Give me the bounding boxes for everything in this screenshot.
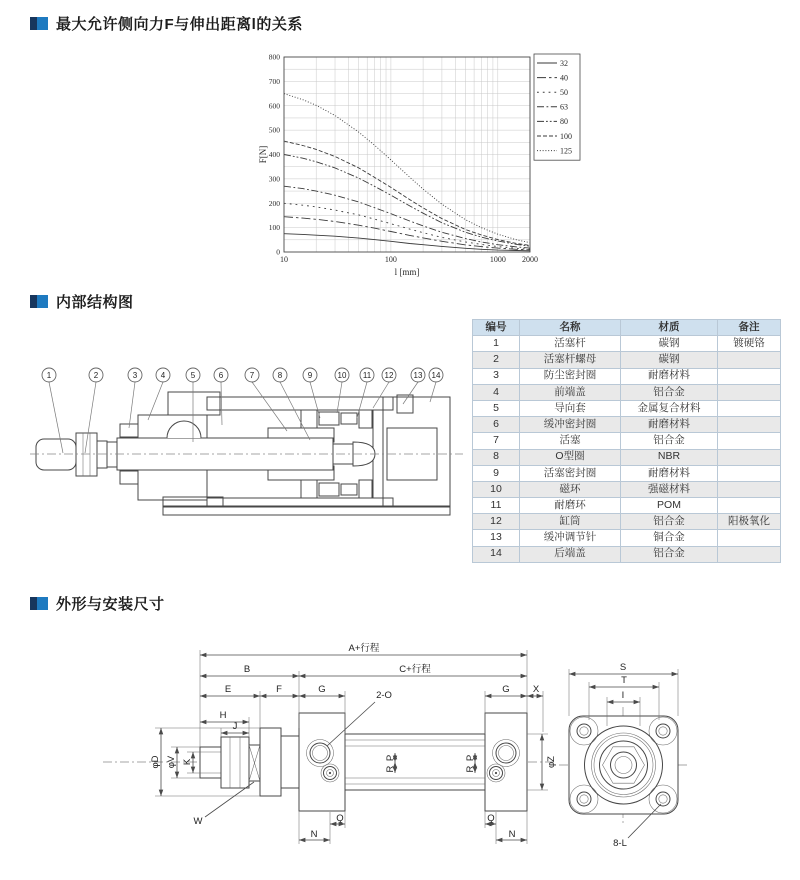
callout-leader-4	[148, 382, 163, 420]
section1-title: 最大允许侧向力F与伸出距离l的关系	[56, 16, 303, 33]
callout-number-12: 12	[384, 370, 394, 380]
legend-label-63: 63	[560, 102, 568, 112]
dim-j: J	[232, 721, 238, 732]
callout-leader-11	[357, 382, 367, 418]
table-row: 11 耐磨环 POM	[473, 498, 781, 514]
callout-number-7: 7	[249, 370, 255, 380]
guide-dome	[167, 421, 201, 438]
parts-table-header-row	[473, 320, 781, 336]
section3-title: 外形与安装尺寸	[56, 596, 165, 613]
dimension-drawing	[95, 624, 707, 874]
rod-end-cap	[36, 439, 76, 470]
table-row: 1 活塞杆 碳钢 镀硬铬	[473, 336, 781, 352]
callout-number-2: 2	[93, 370, 99, 380]
o-ring-top	[359, 410, 372, 428]
legend-label-125: 125	[560, 146, 572, 156]
callout-number-9: 9	[307, 370, 313, 380]
callout-leader-7	[252, 382, 287, 431]
table-row: 9 活塞密封圈 耐磨材料	[473, 465, 781, 481]
magnet-ring-bottom	[319, 483, 339, 496]
legend-label-50: 50	[560, 88, 568, 97]
magnet-ring-top	[319, 412, 339, 425]
section-marker-icon	[30, 295, 48, 308]
col-header-no: 编号	[473, 320, 520, 336]
section2-header	[30, 291, 134, 312]
o-ring-bottom	[359, 480, 372, 498]
parts-table	[472, 319, 781, 563]
dim-e: E	[224, 684, 232, 695]
callout-number-6: 6	[218, 370, 224, 380]
col-header-material: 材质	[621, 320, 718, 336]
washer	[97, 441, 107, 468]
dim-n-right: N	[508, 829, 516, 840]
callout-number-14: 14	[431, 370, 441, 380]
cylinder-cross-section	[30, 392, 463, 515]
wear-ring-bottom	[341, 484, 357, 495]
svg-text:700: 700	[268, 76, 280, 86]
callout-leader-1	[49, 382, 63, 453]
chart-grid	[284, 57, 530, 252]
dim-p-right: P	[465, 754, 476, 762]
legend-label-32: 32	[560, 58, 568, 68]
dim-q-right: Q	[487, 813, 495, 824]
section1-header	[30, 13, 303, 34]
dim-k: K	[182, 758, 193, 766]
callout-number-3: 3	[132, 370, 138, 380]
svg-text:600: 600	[268, 101, 280, 111]
cylinder-main-view	[299, 713, 527, 811]
table-row: 3 防尘密封圈 耐磨材料	[473, 368, 781, 384]
dim-x: X	[532, 684, 540, 695]
dim-n-left: N	[310, 829, 318, 840]
dim-g-left: G	[318, 684, 326, 695]
callout-number-8: 8	[277, 370, 283, 380]
dim-phi-z: φZ	[546, 756, 557, 768]
callout-number-1: 1	[46, 370, 52, 380]
col-header-name: 名称	[520, 320, 621, 336]
piston-seal-top	[301, 410, 317, 428]
callout-number-11: 11	[362, 370, 372, 380]
dim-8-l: 8-L	[613, 838, 627, 849]
callout-leader-2	[85, 382, 96, 453]
rod-nut	[76, 433, 97, 476]
table-row: 6 缓冲密封圈 耐磨材料	[473, 417, 781, 433]
dim-b: B	[243, 664, 251, 675]
internal-structure-diagram	[25, 358, 470, 576]
wiper-seal-bottom	[120, 471, 138, 484]
svg-text:300: 300	[268, 174, 280, 184]
dim-r-right: R	[465, 765, 476, 773]
dim-w: W	[193, 816, 203, 827]
callout-leader-12	[373, 382, 389, 408]
svg-text:0: 0	[276, 247, 280, 257]
callout-number-4: 4	[160, 370, 166, 380]
tube-top-wall	[207, 397, 393, 410]
dim-a-stroke: A+行程	[348, 643, 380, 654]
callout-leader-9	[310, 382, 320, 418]
x-axis-title: l [mm]	[394, 267, 420, 277]
dim-i: I	[621, 690, 625, 701]
cushion-needle	[397, 395, 413, 413]
table-row: 13 缓冲调节针 铜合金	[473, 530, 781, 546]
svg-text:100: 100	[384, 255, 397, 264]
callout-number-13: 13	[413, 370, 423, 380]
legend-label-40: 40	[560, 73, 568, 83]
dim-q-left: Q	[336, 813, 344, 824]
dim-r-left: R	[385, 765, 396, 773]
dim-g-right: G	[502, 684, 510, 695]
guide-boss	[168, 392, 220, 415]
dim-2-o: 2-O	[376, 690, 392, 701]
callout-number-5: 5	[190, 370, 196, 380]
callout-leader-14	[430, 382, 436, 402]
table-row: 14 后端盖 铝合金	[473, 546, 781, 562]
table-row: 5 导向套 金属复合材料	[473, 400, 781, 416]
svg-text:400: 400	[268, 150, 280, 159]
y-axis-title: F[N]	[258, 145, 268, 164]
dim-p-left: P	[385, 754, 396, 762]
callout-leader-6	[221, 382, 222, 425]
chart-axis-labels	[258, 53, 538, 278]
svg-text:100: 100	[268, 223, 280, 233]
section2-title: 内部结构图	[56, 294, 134, 311]
svg-text:2000: 2000	[522, 255, 538, 264]
piston-seal-bottom	[301, 480, 317, 498]
section-marker-icon	[30, 597, 48, 610]
dim-s: S	[619, 662, 627, 673]
table-row: 10 磁环 强磁材料	[473, 481, 781, 497]
flange-end-view	[569, 716, 678, 814]
legend-label-100: 100	[560, 131, 572, 141]
table-row: 12 缸筒 铝合金 阳极氧化	[473, 514, 781, 530]
svg-text:500: 500	[268, 125, 280, 135]
table-row: 8 O型圈 NBR	[473, 449, 781, 465]
dim-h: H	[219, 710, 227, 721]
wear-ring-top	[341, 413, 357, 424]
chart-legend	[534, 54, 580, 160]
dim-phi-d: φD	[150, 755, 161, 769]
dim-f: F	[276, 684, 282, 695]
section-marker-icon	[30, 17, 48, 30]
table-row: 7 活塞 铝合金	[473, 433, 781, 449]
table-row: 4 前端盖 铝合金	[473, 384, 781, 400]
callout-leader-8	[280, 382, 310, 440]
lateral-force-chart	[258, 46, 594, 286]
svg-text:800: 800	[268, 52, 280, 62]
dim-phi-v: φV	[166, 755, 177, 769]
svg-text:1000: 1000	[489, 255, 506, 264]
callout-leader-3	[129, 382, 135, 428]
svg-text:10: 10	[280, 255, 288, 264]
table-row: 2 活塞杆螺母 碳钢	[473, 352, 781, 368]
legend-label-80: 80	[560, 117, 568, 127]
dim-t: T	[621, 675, 627, 686]
callout-leader-13	[403, 382, 418, 404]
lock-block	[107, 442, 117, 467]
callout-number-10: 10	[337, 370, 347, 380]
rod-end-view	[200, 728, 299, 796]
col-header-remark: 备注	[718, 320, 781, 336]
section3-header	[30, 593, 165, 614]
svg-text:200: 200	[268, 198, 280, 208]
dim-c-stroke: C+行程	[399, 664, 431, 675]
